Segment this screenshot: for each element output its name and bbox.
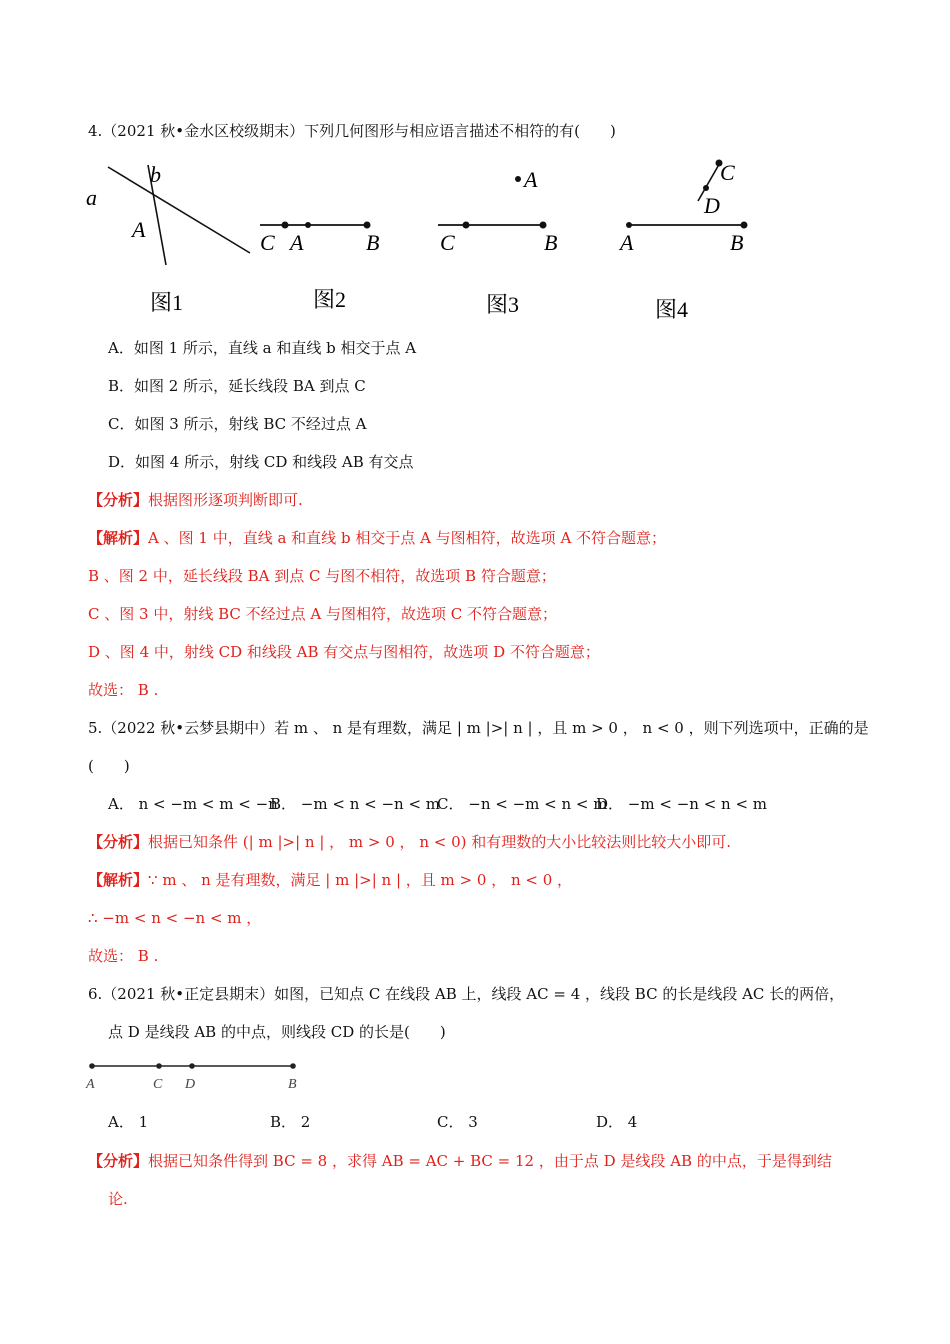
q6-option-a: A． 1: [108, 1113, 149, 1131]
q6-point-C: [156, 1063, 162, 1069]
q5-solution-text: ∵ m 、 n 是有理数，满足 | m |>| n | ，且 m > 0 ， n < 0 ，: [148, 871, 573, 889]
fig3-point-C: [463, 222, 470, 229]
q5-analysis-tag: 【分析】: [88, 833, 149, 851]
q5-option-a: A． n < −m < m < −n: [108, 795, 278, 813]
fig3-point-B: [540, 222, 547, 229]
q4-analysis: [88, 489, 303, 511]
fig3-label-A: A: [524, 167, 538, 192]
q6-option-b: B． 2: [270, 1113, 311, 1131]
fig3-point-A: [515, 176, 521, 182]
q4-stem: 4.（2021 秋•金水区校级期末）下列几何图形与相应语言描述不相符的有( ): [88, 122, 616, 140]
fig1-line-a: [108, 167, 250, 253]
q6-point-A: [89, 1063, 95, 1069]
fig2-label-C: C: [260, 230, 275, 255]
q6-point-D: [189, 1063, 195, 1069]
q4-solution-tag: 【解析】: [88, 529, 149, 547]
figure-1: [86, 162, 250, 315]
fig4-point-B: [741, 222, 748, 229]
q4-answer: 故选： B .: [88, 681, 159, 699]
q5-option-c: C． −n < −m < n < m: [437, 795, 608, 813]
q5-solution-tag: 【解析】: [88, 871, 149, 889]
q4-solution-line-1: A 、图 1 中，直线 a 和直线 b 相交于点 A 与图相符，故选项 A 不符合题意；: [148, 529, 667, 547]
q6-stem: 6.（2021 秋•正定县期末）如图，已知点 C 在线段 AB 上，线段 AC = 4 ，线段 BC 的长是线段 AC 长的两倍，: [88, 985, 845, 1003]
q4-option-c: C．如图 3 所示，射线 BC 不经过点 A: [108, 415, 367, 433]
fig4-label-C: C: [720, 160, 735, 185]
fig1-label-b: b: [150, 162, 161, 187]
q4-solution-line-3: C 、图 3 中，射线 BC 不经过点 A 与图相符，故选项 C 不符合题意；: [88, 605, 558, 623]
q5-analysis: [88, 831, 731, 853]
fig2-label-B: B: [366, 230, 380, 255]
fig4-point-D: [703, 185, 709, 191]
figure-4: [618, 160, 748, 323]
fig1-label-A: A: [132, 217, 146, 242]
q6-option-d: D． 4: [596, 1113, 638, 1131]
q4-figures: [80, 155, 860, 330]
q5-option-b: B． −m < n < −n < m: [270, 795, 441, 813]
figure-2: [260, 222, 379, 313]
q6-label-B: B: [288, 1077, 297, 1092]
fig2-point-A: [305, 222, 311, 228]
q4-analysis-text: 根据图形逐项判断即可.: [148, 491, 303, 509]
q6-analysis-text: 根据已知条件得到 BC = 8 ，求得 AB = AC + BC = 12 ，由于点 D 是线段 AB 的中点，于是得到结: [148, 1152, 832, 1170]
q6-figure: [84, 1056, 314, 1092]
q4-option-d: D．如图 4 所示，射线 CD 和线段 AB 有交点: [108, 453, 414, 471]
fig2-point-B: [364, 222, 371, 229]
fig3-caption: 图3: [486, 292, 520, 317]
fig4-point-A: [626, 222, 632, 228]
q5-option-d: D． −m < −n < n < m: [596, 795, 768, 813]
fig2-caption: 图2: [313, 287, 347, 312]
q4-solution-line-4: D 、图 4 中，射线 CD 和线段 AB 有交点与图相符，故选项 D 不符合题意；: [88, 643, 600, 661]
q4-option-a: A．如图 1 所示，直线 a 和直线 b 相交于点 A: [108, 339, 417, 357]
q5-analysis-text: 根据已知条件 (| m |>| n | ， m > 0 ， n < 0) 和有理数的大小比较法则比较大小即可.: [148, 833, 732, 851]
q6-stem-cont: 点 D 是线段 AB 的中点，则线段 CD 的长是( ): [108, 1023, 446, 1041]
q5-answer: 故选： B .: [88, 947, 159, 965]
fig4-label-A: A: [620, 230, 634, 255]
q4-solution: [88, 527, 666, 549]
q6-label-C: C: [153, 1077, 163, 1092]
q6-analysis-tag: 【分析】: [88, 1152, 149, 1170]
fig1-label-a: a: [86, 185, 97, 210]
q6-label-A: A: [86, 1077, 95, 1092]
q5-solution-line-2: ∴ −m < n < −n < m ，: [88, 909, 262, 927]
fig4-caption: 图4: [655, 297, 689, 322]
fig3-label-C: C: [440, 230, 455, 255]
q5-stem: 5.（2022 秋•云梦县期中）若 m 、 n 是有理数，满足 | m |>| n | ，且 m > 0 ， n < 0 ，则下列选项中，正确的是: [88, 719, 869, 737]
q4-solution-line-2: B 、图 2 中，延长线段 BA 到点 C 与图不相符，故选项 B 符合题意；: [88, 567, 556, 585]
q6-analysis: [88, 1150, 832, 1172]
q4-analysis-tag: 【分析】: [88, 491, 149, 509]
q5-stem-cont: ( ): [88, 757, 130, 775]
q6-label-D: D: [185, 1077, 196, 1092]
q6-option-c: C． 3: [437, 1113, 478, 1131]
fig4-label-B: B: [730, 230, 744, 255]
fig2-label-A: A: [290, 230, 304, 255]
figure-3: [438, 167, 557, 317]
q4-option-b: B．如图 2 所示，延长线段 BA 到点 C: [108, 377, 366, 395]
q6-point-B: [290, 1063, 296, 1069]
q5-solution: [88, 869, 572, 891]
fig3-label-B: B: [544, 230, 558, 255]
fig1-caption: 图1: [150, 290, 184, 315]
q6-analysis-cont: 论.: [108, 1190, 128, 1208]
fig4-label-D: D: [704, 193, 720, 218]
fig2-point-C: [282, 222, 289, 229]
